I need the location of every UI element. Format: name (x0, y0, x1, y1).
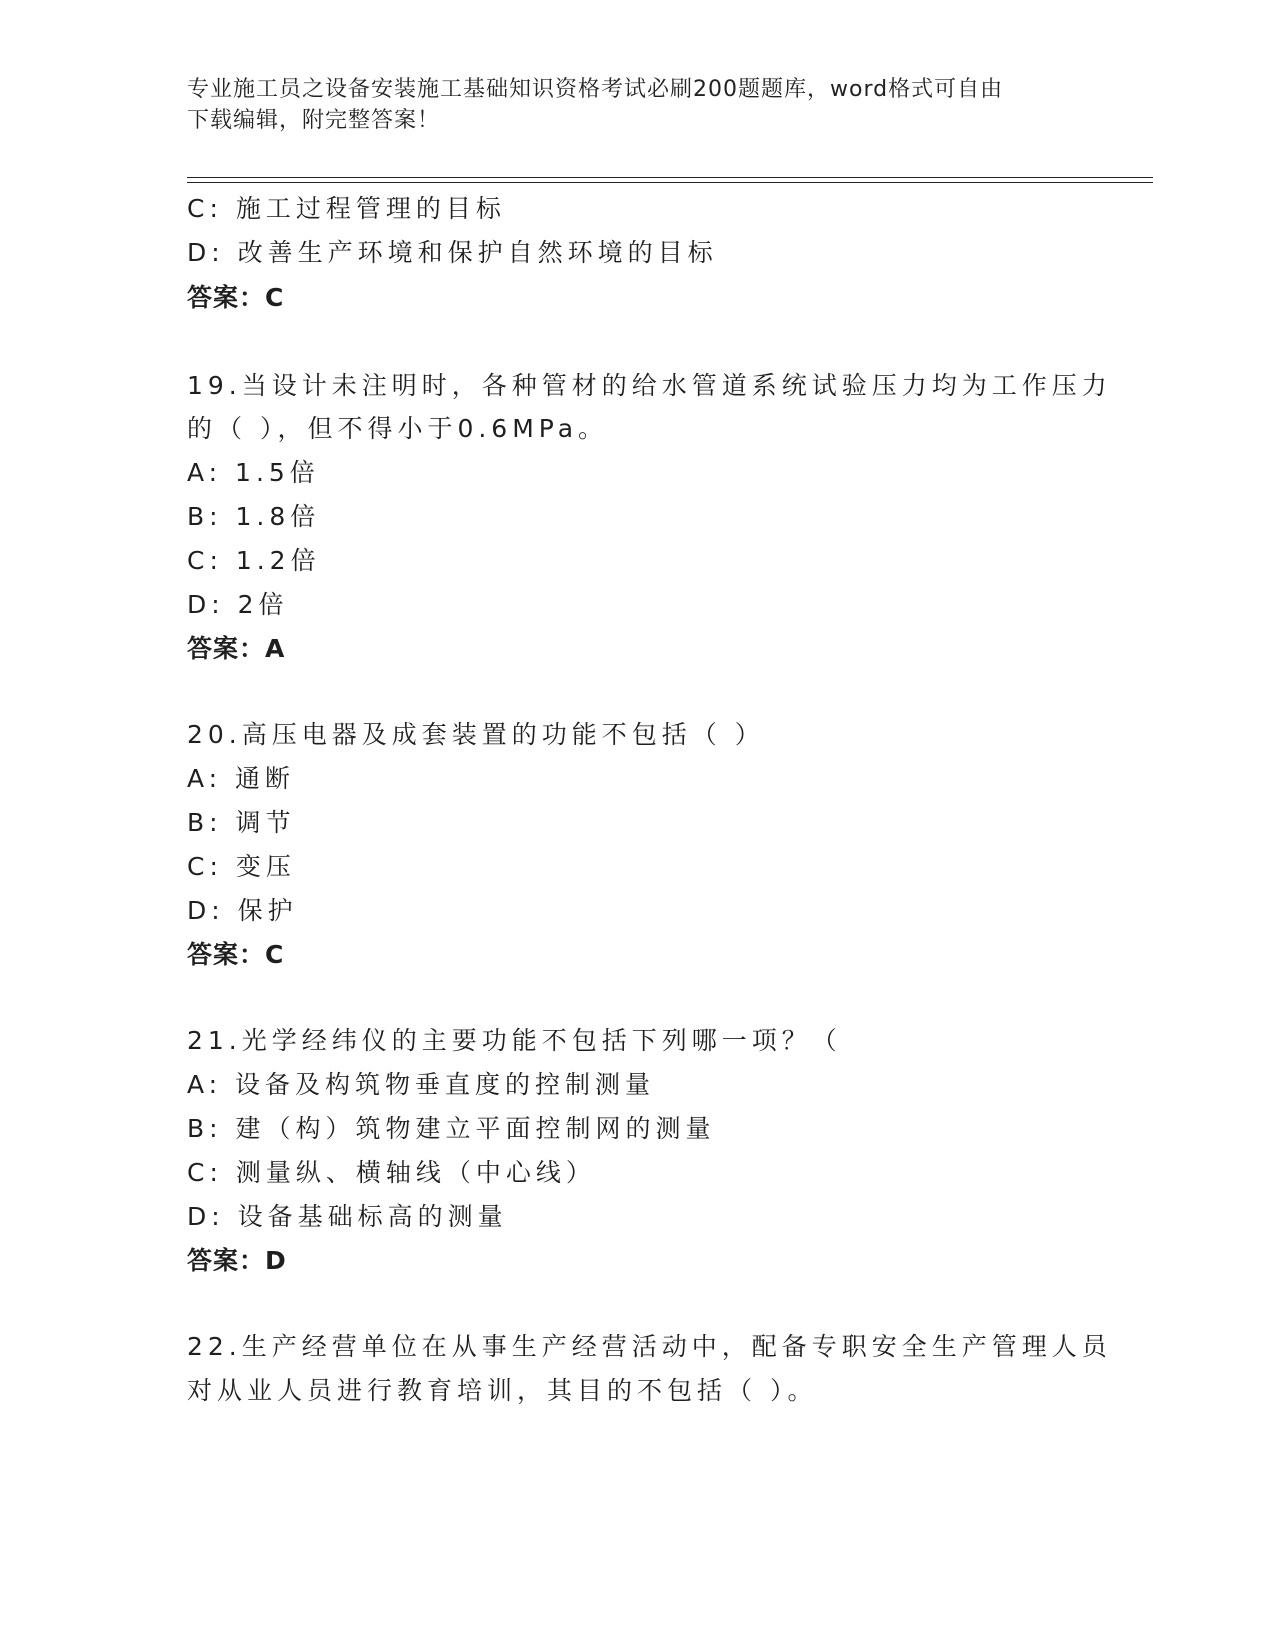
q19-option-d: D: 2倍 (187, 590, 289, 619)
q19-stem-line-2: 的（ ），但不得小于0.6MPa。 (187, 414, 609, 443)
q20-option-d: D: 保护 (187, 896, 298, 925)
q21-option-a: A: 设备及构筑物垂直度的控制测量 (187, 1070, 656, 1099)
q18-option-c: C: 施工过程管理的目标 (187, 194, 506, 223)
header-title-line-2: 下载编辑，附完整答案！ (187, 108, 441, 133)
q21-option-d: D: 设备基础标高的测量 (187, 1202, 508, 1231)
q22-stem-line-1: 22.生产经营单位在从事生产经营活动中，配备专职安全生产管理人员 (187, 1332, 1112, 1361)
q21-option-c: C: 测量纵、横轴线（中心线） (187, 1158, 596, 1187)
header-divider-top (187, 177, 1153, 178)
q19-option-a: A: 1.5倍 (187, 458, 320, 487)
q20-option-c: C: 变压 (187, 852, 296, 881)
q19-answer: 答案：A (187, 634, 286, 663)
q21-option-b: B: 建（构）筑物建立平面控制网的测量 (187, 1114, 716, 1143)
header-divider-bottom (187, 182, 1153, 183)
q18-answer: 答案：C (187, 283, 285, 312)
q19-stem-line-1: 19.当设计未注明时，各种管材的给水管道系统试验压力均为工作压力 (187, 371, 1112, 400)
q18-option-d: D: 改善生产环境和保护自然环境的目标 (187, 238, 718, 267)
q20-stem: 20.高压电器及成套装置的功能不包括（ ） (187, 720, 765, 749)
q20-option-a: A: 通断 (187, 764, 296, 793)
q21-answer: 答案：D (187, 1246, 287, 1275)
q20-answer: 答案：C (187, 940, 285, 969)
q22-stem-line-2: 对从业人员进行教育培训，其目的不包括（ ）。 (187, 1376, 818, 1405)
header-title-line-1: 专业施工员之设备安装施工基础知识资格考试必刷200题题库，word格式可自由 (187, 77, 1004, 102)
q21-stem: 21.光学经纬仪的主要功能不包括下列哪一项？（ (187, 1026, 842, 1055)
q19-option-b: B: 1.8倍 (187, 502, 321, 531)
q20-option-b: B: 调节 (187, 808, 296, 837)
page-header (187, 74, 1087, 136)
q19-option-c: C: 1.2倍 (187, 546, 321, 575)
